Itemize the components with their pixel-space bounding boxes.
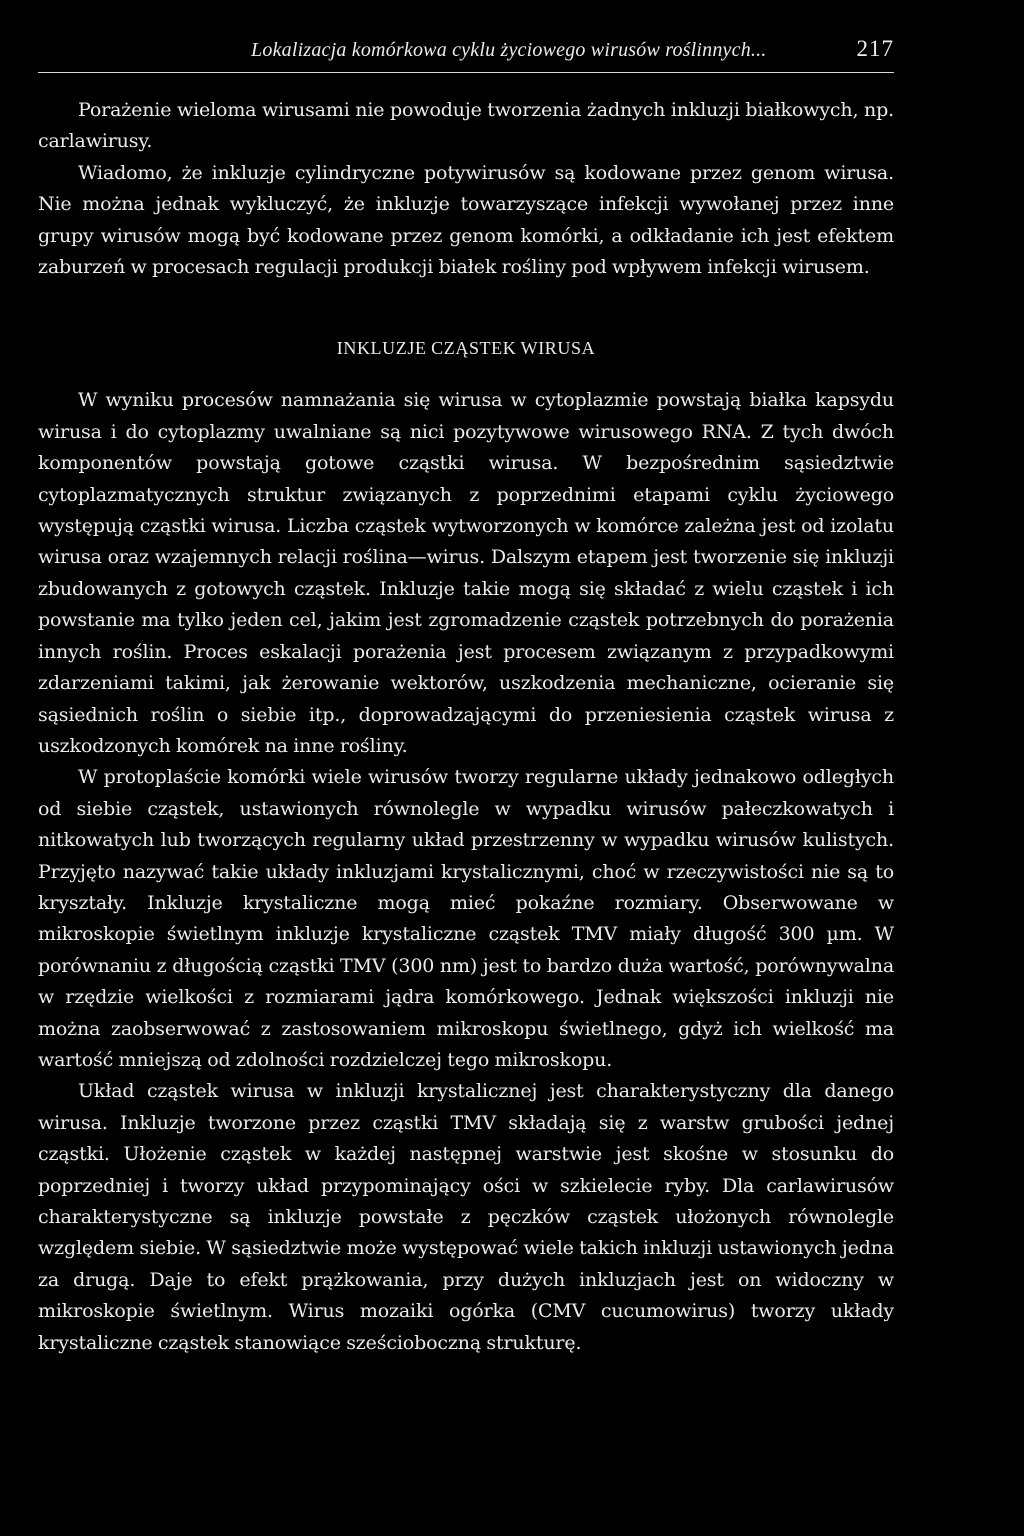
section-heading: INKLUZJE CZĄSTEK WIRUSA (336, 338, 596, 359)
paragraph: W wyniku procesów namnażania się wirusa w cytoplazmie powstają białka kapsydu wirusa i do cytoplazmy uwalniane są nici pozytywowe wirusowego RNA. Z tych dwóch komponentów powstają gotowe cząstki wirusa. W bezpośrednim sąsiedztwie cytoplazmatycznych struktur związanych z poprzednimi etapami cyklu życiowego występują cząstki wirusa. Liczba cząstek wytworzonych w komórce zależna jest od izolatu wirusa oraz wzajemnych relacji roślina—wirus. Dalszym etapem jest tworzenie się inkluzji zbudowanych z gotowych cząstek. Inkluzje takie mogą się składać z wielu cząstek i ich powstanie ma tylko jeden cel, jakim jest zgromadzenie cząstek potrzebnych do porażenia innych roślin. Proces eskalacji porażenia jest procesem związanym z przypadkowymi zdarzeniami takimi, jak żerowanie wektorów, uszkodzenia mechaniczne, ocieranie się sąsiednich roślin o siebie itp., doprowadzającymi do przeniesienia cząstek wirusa z uszkodzonych komórek na inne rośliny. (38, 389, 894, 757)
page-number: 217 (856, 36, 894, 61)
book-page (38, 36, 894, 1359)
page-header (38, 36, 894, 73)
paragraph: Układ cząstek wirusa w inkluzji krystalicznej jest charakterystyczny dla danego wirusa. Inkluzje tworzone przez cząstki TMV składają się z warstw grubości jednej cząstki. Ułożenie cząstek w każdej następnej warstwie jest skośne w stosunku do poprzedniej i tworzy układ przypominający ości w szkielecie ryby. Dla carlawirusów charakterystyczne są inkluzje powstałe z pęczków cząstek ułożonych równolegle względem siebie. W sąsiedztwie może występować wiele takich inkluzji ustawionych jedna za drugą. Daje to efekt prążkowania, przy dużych inkluzjach jest on widoczny w mikroskopie świetlnym. Wirus mozaiki ogórka (CMV cucumowirus) tworzy układy krystaliczne cząstek stanowiące sześcioboczną strukturę. (38, 1080, 894, 1354)
running-title: Lokalizacja komórkowa cyklu życiowego wirusów roślinnych... (251, 39, 767, 61)
paragraph: W protoplaście komórki wiele wirusów tworzy regularne układy jednakowo odległych od siebie cząstek, ustawionych równolegle w wypadku wirusów pałeczkowatych i nitkowatych lub tworzących regularny układ przestrzenny w wypadku wirusów kulistych. Przyjęto nazywać takie układy inkluzjami krystalicznymi, choć w rzeczywistości nie są to kryształy. Inkluzje krystaliczne mogą mieć pokaźne rozmiary. Obserwowane w mikroskopie świetlnym inkluzje krystaliczne cząstek TMV miały długość 300 µm. W porównaniu z długością cząstki TMV (300 nm) jest to bardzo duża wartość, porównywalna w rzędzie wielkości z rozmiarami jądra komórkowego. Jednak większości inkluzji nie można zaobserwować z zastosowaniem mikroskopu świetlnego, gdyż ich wielkość ma wartość mniejszą od zdolności rozdzielczej tego mikroskopu. (38, 766, 894, 1071)
paragraph: Porażenie wieloma wirusami nie powoduje tworzenia żadnych inkluzji białkowych, np. carlawirusy. (38, 99, 894, 153)
paragraph: Wiadomo, że inkluzje cylindryczne potywirusów są kodowane przez genom wirusa. Nie można jednak wykluczyć, że inkluzje towarzyszące infekcji wywołanej przez inne grupy wirusów mogą być kodowane przez genom komórki, a odkładanie ich jest efektem zaburzeń w procesach regulacji produkcji białek rośliny pod wpływem infekcji wirusem. (38, 161, 894, 279)
page-body (38, 95, 894, 1359)
